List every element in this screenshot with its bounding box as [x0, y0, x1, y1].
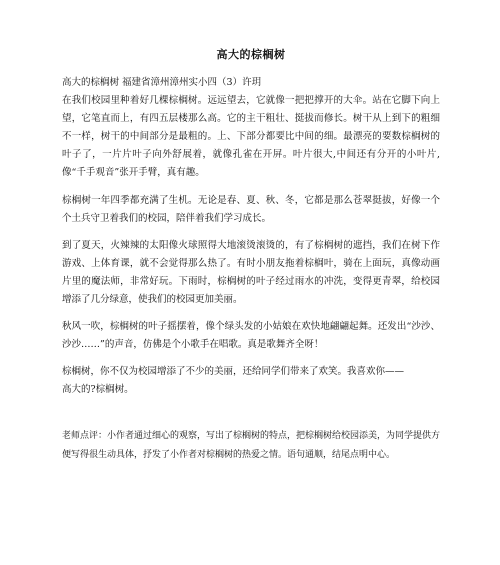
- paragraph-conclusion: 棕榈树，你不仅为校园增添了不少的美丽，还给同学们带来了欢笑。我喜欢你——: [62, 366, 405, 377]
- author-byline: 高大的棕榈树 福建省漳州漳州实小四（3）许玥: [62, 77, 262, 88]
- document-page: [62, 48, 440, 465]
- spacer: [62, 399, 440, 427]
- paragraph-seasons: 棕榈树一年四季都充满了生机。无论是春、夏、秋、冬，它都是那么苍翠挺拔，好像一个个土兵守卫着我们的校园，陪伴着我们学习成长。: [62, 195, 440, 224]
- paragraph-autumn: 秋风一吹，棕榈树的叶子摇摆着，像个绿头发的小姑娘在欢快地翩翩起舞。还发出“沙沙、沙沙……”的声音，仿佛是个小歌手在唱歌。真是歌舞齐全呀！: [62, 321, 440, 350]
- paragraph-summer: 到了夏天，火辣辣的太阳像火球照得大地滚烫滚烫的，有了棕榈树的遮挡，我们在树下作游戏、上体育课，就不会觉得那么热了。有时小朋友拖着棕榈叶，骑在上面玩，真像动画片里的魔法师，非常好玩。下雨时，棕榈树的叶子经过雨水的冲洗，变得更青翠，给校园增添了几分绿意，使我们的校园更加美丽。: [62, 240, 440, 305]
- paragraph-description: 在我们校园里种着好几棵棕榈树。远远望去，它就像一把把撑开的大伞。站在它脚下向上望，它笔直而上，有四五层楼那么高。它的主干粗壮、挺拔而修长。树干从上到下的粗细不一样，树干的中间部分是最粗的。上、下部分都要比中间的细。最漂亮的要数棕榈树的叶子了，一片片叶子向外舒展着，就像孔雀在开屏。叶片很大,中间还有分开的小叶片,像“千手观音”张开手臂，真有趣。: [62, 95, 440, 178]
- document-title: 高大的棕榈树: [216, 48, 286, 61]
- closing-line: 高大的?棕榈树。: [62, 384, 134, 395]
- teacher-comment: 老师点评：小作者通过细心的观察，写出了棕榈树的特点，把棕榈树给校园添美，为同学提供方便写得很生动具体，抒发了小作者对棕榈树的热爱之情。语句通顺，结尾点明中心。: [62, 431, 441, 460]
